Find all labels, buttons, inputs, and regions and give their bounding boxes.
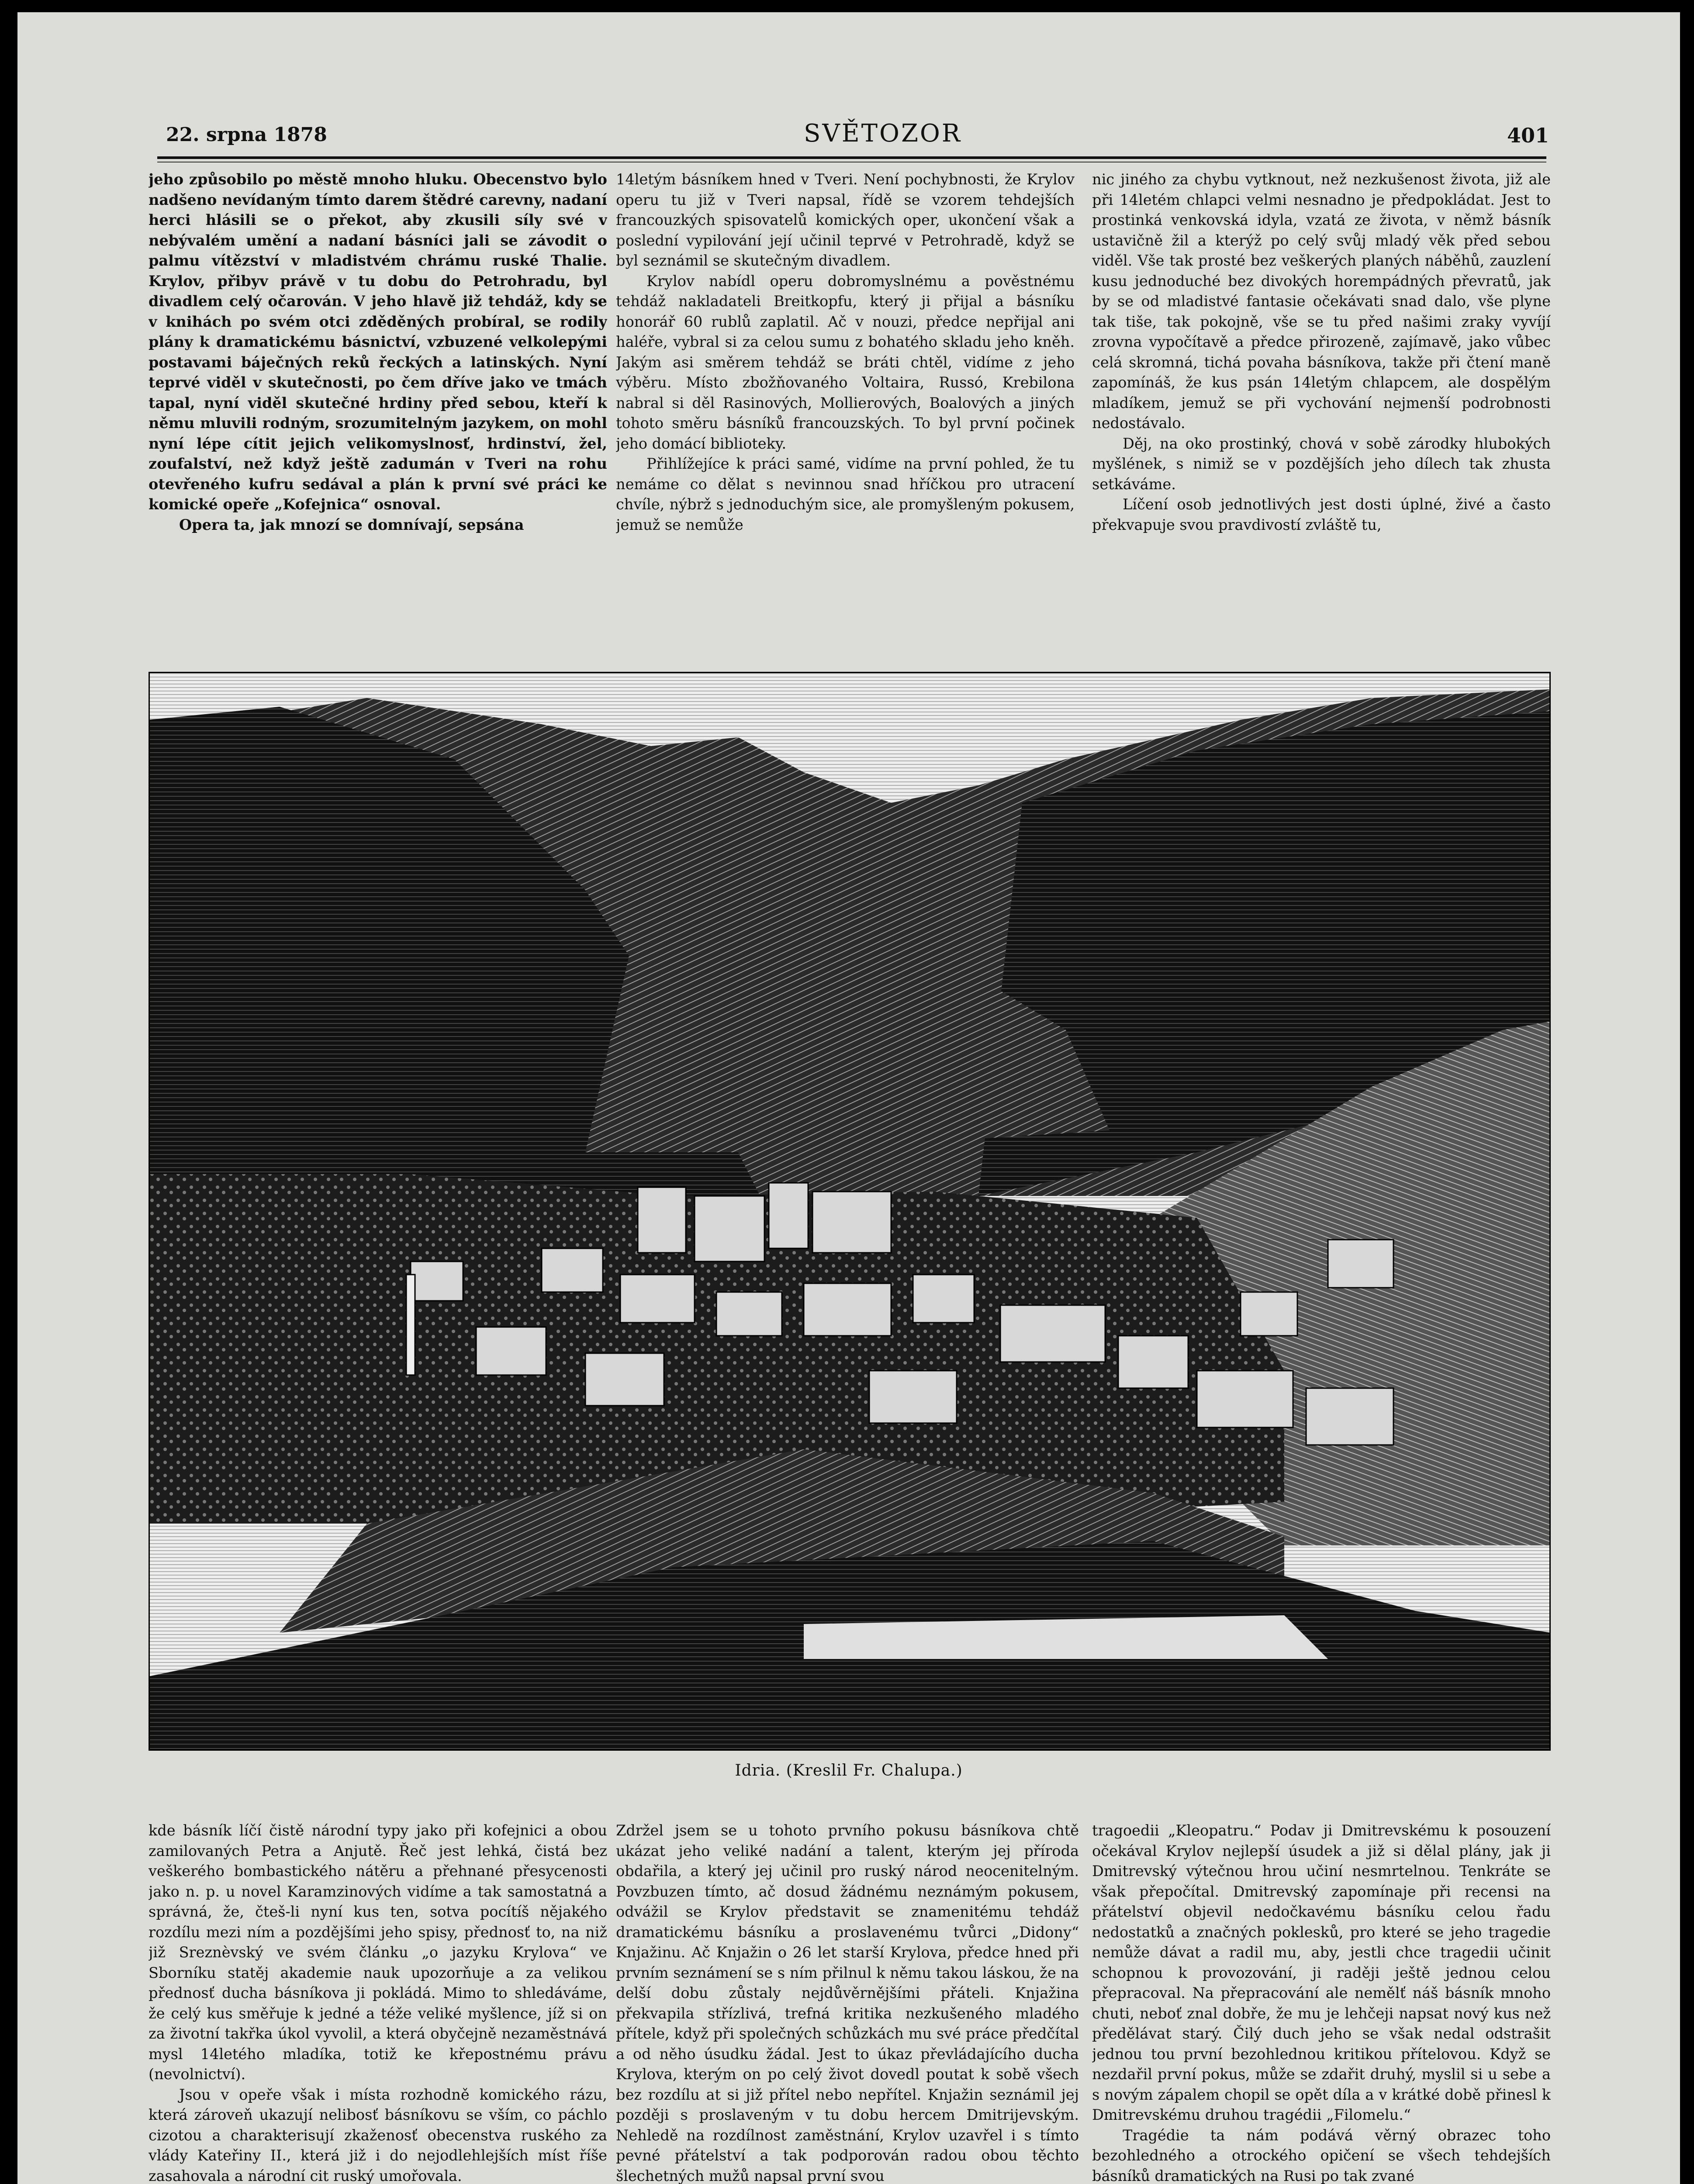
bottom-column-3 — [1092, 1821, 1551, 2184]
top-column-3 — [1092, 169, 1551, 615]
running-header — [17, 12, 1680, 148]
page-number: 401 — [1507, 124, 1549, 147]
issue-date: 22. srpna 1878 — [166, 124, 327, 146]
figure-caption: Idria. (Kreslil Fr. Chalupa.) — [735, 1762, 963, 1780]
top-column-1 — [149, 169, 607, 615]
top-column-2 — [616, 169, 1075, 615]
header-rule — [157, 156, 1546, 159]
bottom-column-2 — [616, 1821, 1079, 2184]
bottom-column-1 — [149, 1821, 607, 2184]
paragraph: kde básník líčí čistě národní typy jako při kofejnici a obou zamilovaných Petra a Anjutě. Řeč jest lehká, čistá bez veškerého bombastického nátěru a přehnané přesycenosti jako n. p. u novel Karamzinových vidíme a tak samostatná a správná, že, čteš-li nyní kus ten, sotva pocítíš nějakého rozdílu mezi ním a pozdějšími jeho spisy, přednosť to, na niž již Sreznèvský ve svém článku „o jazyku Krylova“ ve Sborníku statěj akademie nauk upozorňuje a za velikou přednosť ducha básníkova ji pokládá. Mimo to shledáváme, že celý kus směřuje k jedné a téže veliké myšlence, jíž si on za životní takřka úkol vyvolil, a která obyčejně nezaměstnává mysl 14letého mladíka, totiž ke křepostnému právu (nevolnictví). — [149, 1822, 607, 2083]
paragraph: tragoedii „Kleopatru.“ Podav ji Dmitrevskému k posouzení očekával Krylov nejlepší úsudek a již si dělal plány, jak ji Dmitrevský výtečnou hrou učiní nesmrtelnou. Tenkráte se však přepočítal. Dmitrevský zapomínaje při recensi na přátelství objevil nedočkavému básníku celou řadu nedostatků a značných poklesků, pro které se jeho tragedie nemůže dávat a radil mu, aby, jestli chce tragedii učinit schopnou k provozování, ji raději ještě jednou celou přepracoval. Na přepracování ale nemělť náš básník mnoho chuti, neboť znal dobře, že mu je lehčeji napsat nový kus než předělávat starý. Čilý duch jeho se však nedal odstrašit jednou tou první bezohlednou kritikou přítelovou. Když se nezdařil první pokus, může se zdařit druhý, myslil si u sebe a s novým zápalem chopil se opět díla a v krátké době přinesl k Dmitrevskému druhou tragédii „Filomelu.“ — [1092, 1822, 1551, 2123]
newspaper-page — [17, 12, 1680, 2184]
paragraph: Jsou v opeře však i místa rozhodně komického rázu, která zároveň ukazují nelibosť básníkovu se vším, co páchlo cizotou a charakterisují zkaženosť obecenstva ruského za vlády Kateřiny II., která již i do nejodlehlejších míst říše zasahovala a národní cit ruský umořovala. — [149, 2086, 607, 2184]
engraving-idria — [149, 672, 1551, 1751]
engraving-illustration — [149, 672, 1551, 1751]
paragraph: Děj, na oko prostinký, chová v sobě zárodky hlubokých myšlének, s nimiž se v pozdějších jeho dílech tak zhusta setkáváme. — [1092, 435, 1551, 493]
journal-title: SVĚTOZOR — [804, 119, 962, 148]
paragraph: Krylov nabídl operu dobromyslnému a pověstnému tehdáž nakladateli Breitkopfu, který ji přijal a básníku honorář 60 rublů zaplatil. Ač v nouzi, předce nepřijal ani haléře, vybral si za celou sumu z bohatého skladu jeho kněh. Jakým asi směrem tehdáž se bráti chtěl, vidíme z jeho výběru. Místo zbožňovaného Voltaira, Russó, Krebilona nabral si děl Rasinových, Mollierových, Boalových a jiných tohoto směru básníků francouzských. To byl první počinek jeho domácí biblioteky. — [616, 272, 1075, 452]
paragraph: Líčení osob jednotlivých jest dosti úplné, živé a často překvapuje svou pravdivostí zvláště tu, — [1092, 496, 1551, 533]
paragraph: Zdržel jsem se u tohoto prvního pokusu básníkova chtě ukázat jeho veliké nadání a talent, kterým jej příroda obdařila, a který jej učinil pro ruský národ neocenitelným. Povzbuzen tímto, ač dosud žádnému neznámým pokusem, odvážil se Krylov představit se znamenitému tehdáž dramatickému básníku a proslavenému tvůrci „Didony“ Knjažinu. Ač Knjažin o 26 let starší Krylova, předce hned při prvním seznámení se s ním přilnul k němu takou láskou, že na delší dobu zůstaly nejdůvěrnějšími přáteli. Knjažina překvapila střízlivá, trefná kritika nezkušeného mladého přítele, když při společných schůzkách mu své práce předčítal a od něho úsudku žádal. Jest to úkaz převládajícího ducha Krylova, kterým on po celý život dovedl poutat k sobě všech bez rozdílu at si již přítel nebo nepřítel. Knjažin seznámil jej později s proslaveným v tu dobu hercem Dmitrijevským. Nehledě na rozdílnost zaměstnání, Krylov uzavřel i s tímto pevné přátelství a tak podporován radou obou těchto šlechetných mužů napsal první svou — [616, 1822, 1079, 2184]
paragraph: 14letým básníkem hned v Tveri. Není pochybnosti, že Krylov operu tu již v Tveri napsal, řídě se vzorem tehdejších francouzkých spisovatelů komických oper, ukončení však a poslední vypilování její učinil teprvé v Petrohradě, když se byl seznámil se skutečným divadlem. — [616, 171, 1075, 269]
paragraph: jeho způsobilo po městě mnoho hluku. Obecenstvo bylo nadšeno nevídaným tímto darem štědré carevny, nadaní herci hlásili se o překot, aby zkusili síly své v nebývalém umění a nadaní básníci jali se závodit o palmu vítězství v mladistvém chrámu ruské Thalie. Krylov, přibyv právě v tu dobu do Petrohradu, byl divadlem celý očarován. V jeho hlavě již tehdáž, kdy se v knihách po svém otci zděděných probíral, se rodily plány k dramatickému básnictví, vzbuzené velkolepými postavami báječných reků řeckých a latinských. Nyní teprvé viděl v skutečnosti, po čem dříve jako ve tmách tapal, nyní viděl skutečné hrdiny před sebou, kteří k němu mluvili rodným, srozumitelným jazykem, on mohl nyní lépe cítit jejich velikomyslnosť, hrdinství, žel, zoufalství, než když ještě zadumán v Tveri na rohu otevřeného kufru sedával a plán k první své práci ke komické opeře „Kofejnica“ osnoval. — [149, 171, 607, 513]
paragraph: Opera ta, jak mnozí se domnívají, sepsána — [179, 516, 524, 533]
paragraph: nic jiného za chybu vytknout, než nezkušenost života, již ale při 14letém chlapci velmi nesnadno je předpokládat. Jest to prostinká venkovská idyla, vzatá ze života, v němž básník ustavičně žil a kterýž po celý svůj mladý věk před sebou viděl. Vše tak prosté bez veškerých planých náběhů, zauzlení kusu jednoduché bez divokých horempádných převratů, jak by se od mladistvé fantasie očekávati snad dalo, vše plyne tak tiše, tak pokojně, vše se tu před našimi zraky vyvíjí zrovna vypočítavě a předce přirozeně, zajímavě, jako vůbec celá skromná, tichá povaha básníkova, takže při čtení maně zapomínáš, že kus psán 14letým chlapcem, ale dospělým mladíkem, jemuž se při vychování nejmenší podrobnosti nedostávalo. — [1092, 171, 1551, 432]
paragraph: Přihlížejíce k práci samé, vidíme na první pohled, že tu nemáme co dělat s nevinnou snad hříčkou pro utracení chvíle, nýbrž s jednoduchým sice, ale promyšleným pokusem, jemuž se nemůže — [616, 455, 1075, 533]
paragraph: Tragédie ta nám podává věrný obrazec toho bezohledného a otrockého opičení se všech tehdejších básníků dramatických na Rusi po tak zvané — [1092, 2126, 1551, 2184]
chimney — [406, 1275, 415, 1375]
